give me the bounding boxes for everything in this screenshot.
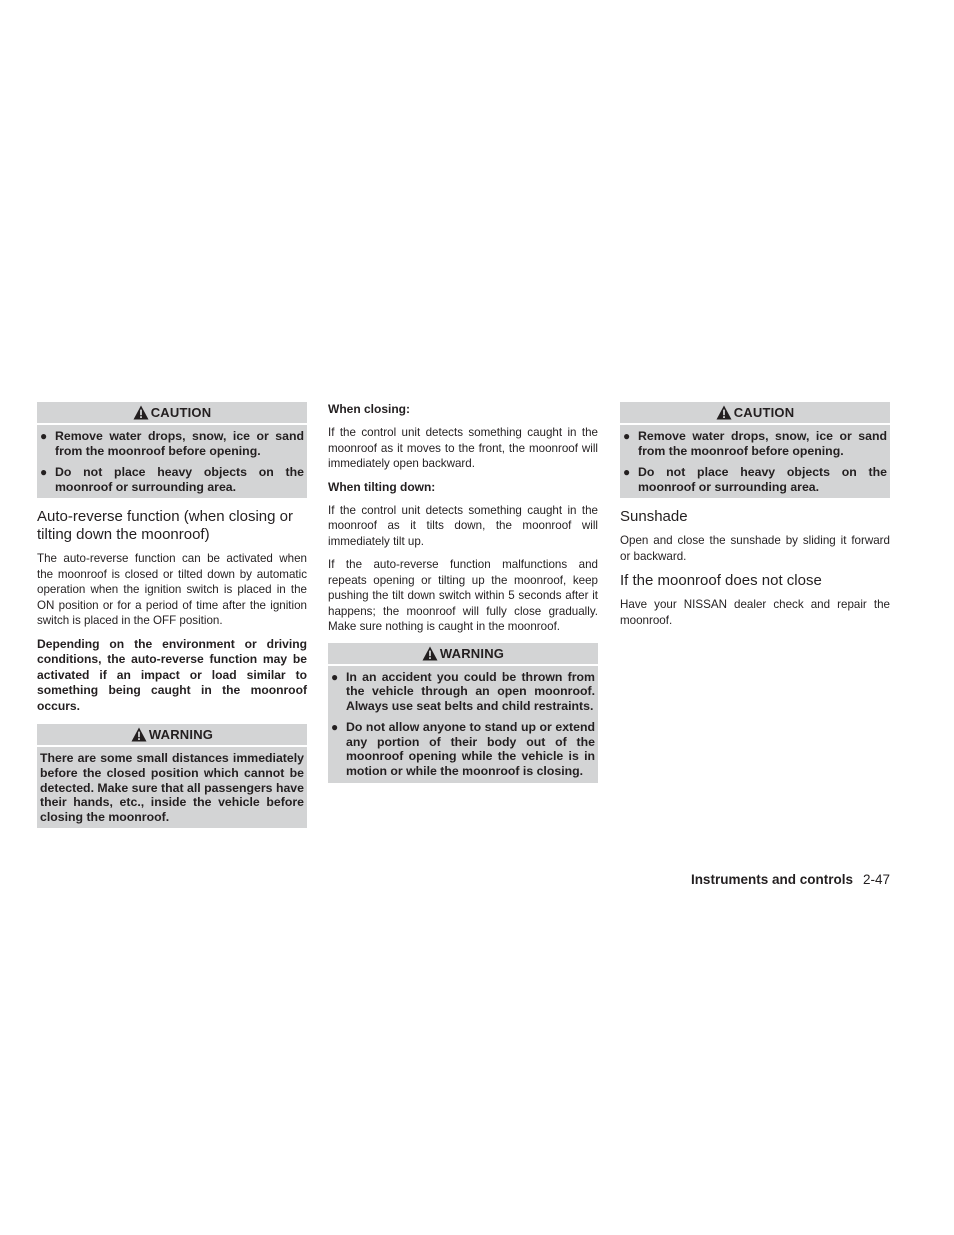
when-closing-text: If the control unit detects something caught in the moonroof as it moves to the front, the moonroof will immediately open backward. [328,426,598,470]
caution-item: ● Do not place heavy objects on the moonroof or surrounding area. [40,465,304,494]
bullet-icon: ● [331,669,339,684]
warning-box [37,724,307,828]
subheading-when-tilting: When tilting down: [328,479,436,494]
section-heading-auto-reverse: Auto-reverse function (when closing or tilting down the moonroof) [37,508,293,544]
caution-box [620,402,890,498]
warning-triangle-icon [133,405,149,420]
warning-triangle-icon [131,727,147,742]
column-right [620,402,890,636]
malfunction-text: If the auto-reverse function malfunctions and repeats opening or tilting up the moonroof, keep pushing the tilt down switch within 5 seconds after it happens; the moonroof will fully close gradually. Make sure nothing is caught in the moonroof. [328,558,598,633]
caution-item: ● Do not place heavy objects on the moonroof or surrounding area. [623,465,887,494]
auto-reverse-paragraph: The auto-reverse function can be activated when the moonroof is closed or tilted down by automatic operation when the ignition switch is placed in the ON position or for a period of time after the ignition switch is placed in the OFF position. [37,552,307,628]
warning-box [328,643,598,783]
caution-title: CAUTION [733,405,795,420]
column-left [37,402,307,838]
caution-item: ● Remove water drops, snow, ice or sand from the moonroof before opening. [623,429,887,458]
bullet-icon: ● [40,465,48,480]
warning-text: There are some small distances immediately before the closed position which cannot be detected. Make sure that all passengers have their hands, etc., inside the vehicle before closing the moonroof. [40,751,304,824]
warning-title: WARNING [439,645,505,661]
warning-item: ● Do not allow anyone to stand up or extend any portion of their body out of the moonroof opening while the vehicle is in motion or while the moonroof is closing. [331,720,595,779]
warning-triangle-icon [422,646,438,661]
caution-title: CAUTION [150,405,212,420]
when-tilting-text: If the control unit detects something caught in the moonroof as it tilts down, the moonroof will immediately tilt up. [328,503,598,548]
page-footer [620,872,890,887]
auto-reverse-note: Depending on the environment or driving conditions, the auto-reverse function may be activated if an impact or load similar to something being caught in the moonroof occurs. [37,636,307,713]
bullet-icon: ● [40,429,48,443]
caution-item: ● Remove water drops, snow, ice or sand from the moonroof before opening. [40,429,304,458]
not-close-text: Have your NISSAN dealer check and repair the moonroof. [620,598,890,627]
sunshade-text: Open and close the sunshade by sliding it forward or backward. [620,534,890,563]
subheading-when-closing: When closing: [328,402,410,416]
warning-item: ● In an accident you could be thrown from the vehicle through an open moonroof. Always use seat belts and child restraints. [331,669,595,713]
bullet-icon: ● [623,429,631,443]
bullet-icon: ● [331,720,339,735]
footer-section-title: Instruments and controls [690,872,853,887]
bullet-icon: ● [623,465,631,480]
caution-box [37,402,307,498]
column-middle [328,402,598,793]
page-number: 2-47 [862,872,890,887]
section-heading-sunshade: Sunshade [620,508,688,526]
section-heading-not-close: If the moonroof does not close [620,572,822,590]
warning-triangle-icon [716,405,732,420]
warning-title: WARNING [148,727,214,743]
